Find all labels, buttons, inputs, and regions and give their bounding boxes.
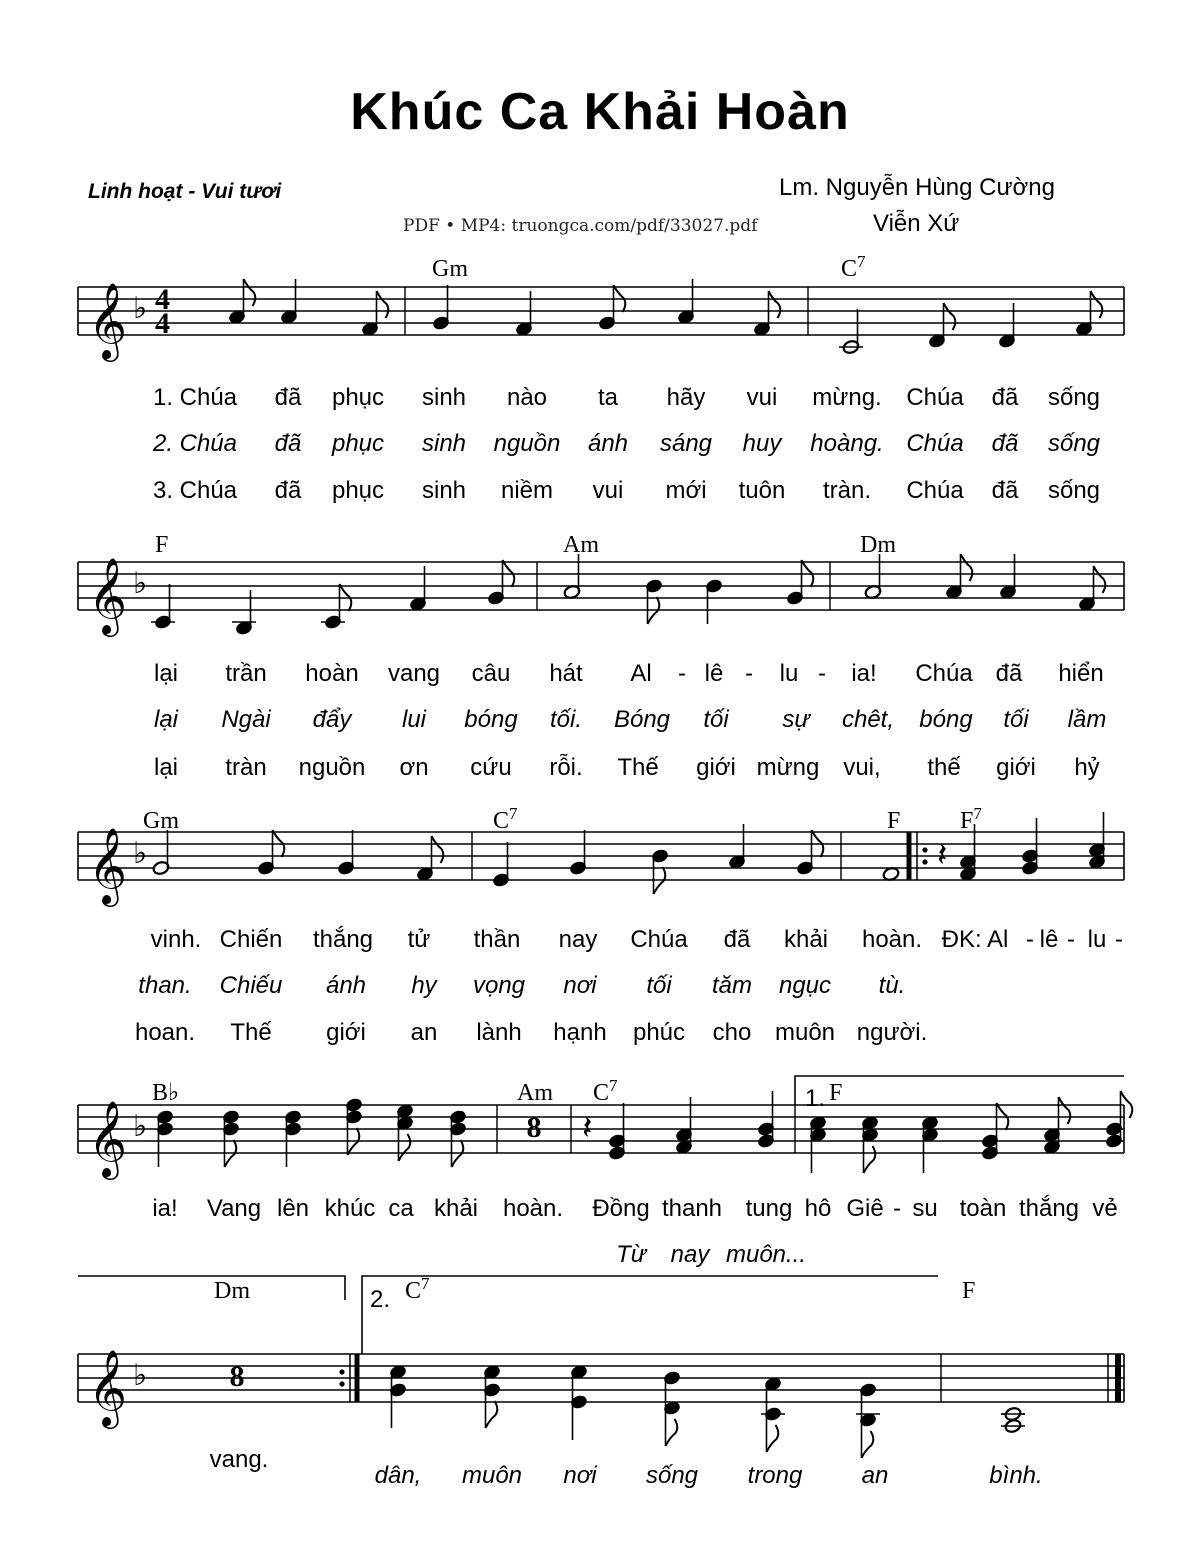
lyric-syllable: muôn...	[725, 1241, 807, 1268]
lyric-syllable: Chúa	[906, 477, 964, 504]
lyric-syllable: lê	[704, 660, 724, 687]
lyric-syllable: niềm	[500, 477, 554, 504]
chord-symbol: F	[155, 532, 169, 558]
lyric-syllable: nơi	[563, 972, 597, 999]
lyric-syllable: rỗi.	[549, 754, 583, 781]
lyric-syllable: vui	[746, 384, 778, 411]
first-ending-number: 1.	[805, 1085, 826, 1112]
lyric-syllable: sống	[645, 1462, 699, 1489]
chord-symbol: F	[962, 1278, 976, 1304]
lyric-syllable: muôn	[461, 1462, 523, 1489]
lyric-syllable: Chúa	[630, 926, 688, 953]
lyric-syllable: Thế	[617, 754, 659, 781]
lyric-syllable: lại	[153, 660, 179, 687]
lyric-syllable: ia!	[851, 660, 877, 687]
repeat-dot	[922, 859, 927, 864]
lyric-syllable: khải	[433, 1195, 479, 1222]
multi-measure-rest-number: 8	[229, 1360, 245, 1393]
lyric-syllable: phúc	[632, 1019, 686, 1046]
quarter-rest: 𝄽	[582, 1108, 593, 1148]
lyric-syllable: phục	[331, 430, 385, 457]
song-title: Khúc Ca Khải Hoàn	[350, 83, 850, 141]
lyric-syllable: -	[1067, 926, 1075, 953]
lyric-syllable: 3. Chúa	[152, 477, 238, 504]
lyric-syllable: bóng	[464, 706, 518, 733]
note-flag	[432, 836, 444, 863]
lyric-syllable: đã	[274, 477, 302, 504]
lyric-syllable: vang	[387, 660, 441, 687]
lyric-syllable: tối	[703, 706, 729, 733]
repeat-dot	[922, 847, 927, 852]
lyric-syllable: tràn	[225, 754, 267, 781]
lyric-syllable: sống	[1047, 477, 1101, 504]
lyric-syllable: an	[410, 1019, 438, 1046]
chord-symbol: F	[829, 1080, 843, 1106]
key-signature-flat: ♭	[133, 1358, 148, 1393]
lyric-syllable: Al	[630, 660, 652, 687]
note-flag	[666, 1419, 678, 1446]
lyric-syllable: giới	[996, 754, 1036, 781]
lyric-syllable: hát	[549, 660, 583, 687]
lyric-syllable: lại	[153, 754, 179, 781]
lyric-syllable: -	[893, 1195, 901, 1222]
lyric-syllable: -	[1115, 926, 1123, 953]
note-flag	[961, 554, 973, 581]
lyric-syllable: lại	[153, 706, 179, 733]
composer-credit: Lm. Nguyễn Hùng Cường	[779, 174, 1055, 201]
lyric-syllable: thắng	[312, 926, 374, 953]
lyric-syllable: giới	[696, 754, 736, 781]
lyric-syllable: đã	[991, 430, 1019, 457]
lyric-syllable: đã	[991, 384, 1019, 411]
lyric-syllable: lê	[1039, 926, 1059, 953]
lyric-syllable: tung	[745, 1195, 793, 1222]
chord-symbol: $C^7$	[593, 1076, 618, 1106]
chord-symbol: Am	[517, 1080, 553, 1106]
lyric-syllable: -	[818, 660, 826, 687]
lyric-syllable: vui	[592, 477, 624, 504]
lyric-syllable: ơn	[399, 754, 429, 781]
lyric-syllable: lành	[476, 1019, 522, 1046]
lyric-syllable: tối	[1003, 706, 1029, 733]
lyric-syllable: tuôn	[738, 477, 786, 504]
lyric-syllable: 2. Chúa	[152, 430, 238, 457]
lyric-syllable: 1. Chúa	[152, 384, 238, 411]
lyric-syllable: sinh	[421, 384, 467, 411]
chord-symbol: Gm	[143, 808, 179, 834]
treble-clef: 𝄞	[88, 827, 128, 904]
lyric-syllable: sinh	[421, 430, 467, 457]
note-flag	[769, 291, 781, 318]
lyric-syllable: sáng	[659, 430, 713, 457]
lyric-syllable: cứu	[470, 754, 512, 781]
lyric-syllable: đã	[723, 926, 751, 953]
lyric-syllable: Ngài	[221, 706, 271, 733]
lyric-syllable: Chiến	[219, 926, 283, 953]
lyric-syllable: thanh	[661, 1195, 723, 1222]
lyric-syllable: câu	[471, 660, 511, 687]
lyric-syllable: Chúa	[906, 384, 964, 411]
note-flag	[862, 1431, 874, 1458]
lyric-syllable: hỷ	[1074, 754, 1100, 781]
lyric-syllable: thắng	[1018, 1195, 1080, 1222]
lyric-syllable: muôn	[774, 1019, 836, 1046]
note-flag	[1059, 1097, 1071, 1124]
chord-symbol: Dm	[860, 532, 896, 558]
lyric-syllable: người.	[856, 1019, 928, 1046]
lyric-syllable: lui	[401, 706, 427, 733]
lyric-syllable: bóng	[919, 706, 973, 733]
time-signature-top: 4	[155, 283, 170, 316]
lyric-syllable: sự	[782, 706, 810, 733]
lyric-syllable: vọng	[472, 972, 526, 999]
key-signature-flat: ♭	[133, 566, 148, 601]
chord-symbol: $C^7$	[493, 804, 518, 834]
lyric-syllable: hy	[411, 972, 437, 999]
lyric-syllable: ca	[388, 1195, 414, 1222]
note-flag	[944, 303, 956, 330]
chord-symbol: B♭	[152, 1080, 180, 1106]
lyric-syllable: huy	[742, 430, 782, 457]
chord-symbol: Dm	[214, 1278, 250, 1304]
lyric-syllable: chêt,	[841, 706, 895, 733]
lyric-syllable: phục	[331, 384, 385, 411]
lyric-syllable: lên	[276, 1195, 310, 1222]
lyric-syllable: tù.	[878, 972, 906, 999]
lyric-syllable: hoan.	[134, 1019, 196, 1046]
chord-symbol: $F^7$	[960, 804, 982, 834]
treble-clef: 𝄞	[88, 1349, 128, 1426]
lyric-syllable: ánh	[325, 972, 367, 999]
note-flag	[1094, 566, 1106, 593]
lyric-syllable: an	[861, 1462, 889, 1489]
lyric-syllable: ngục	[778, 972, 832, 999]
note-flag	[864, 1146, 876, 1173]
lyric-syllable: đẩy	[312, 706, 352, 733]
lyric-syllable: trong	[747, 1462, 803, 1489]
lyric-syllable: nguồn	[298, 754, 366, 781]
lyric-syllable: thế	[927, 754, 961, 781]
lyric-syllable: đã	[991, 477, 1019, 504]
time-signature-bottom: 4	[155, 307, 170, 340]
lyric-syllable: giới	[326, 1019, 366, 1046]
lyric-syllable: tử	[407, 926, 431, 953]
lyric-syllable: Vang	[206, 1195, 262, 1222]
chord-symbol: F	[887, 808, 901, 834]
treble-clef: 𝄞	[88, 1100, 128, 1177]
lyric-syllable: hạnh	[553, 1019, 607, 1046]
tempo-marking: Linh hoạt - Vui tươi	[88, 180, 282, 203]
treble-clef: 𝄞	[88, 282, 128, 359]
lyric-syllable: nguồn	[493, 430, 561, 457]
lyric-syllable: sống	[1047, 384, 1101, 411]
lyric-syllable: hoàn.	[861, 926, 923, 953]
lyric-syllable: khúc	[324, 1195, 376, 1222]
chord-symbol: Gm	[432, 256, 468, 282]
lyric-syllable: khải	[783, 926, 829, 953]
treble-clef: 𝄞	[88, 557, 128, 634]
lyric-syllable: ĐK: Al	[941, 926, 1009, 953]
lyric-syllable: vui,	[843, 754, 881, 781]
lyric-syllable: vang.	[209, 1446, 269, 1473]
source-link[interactable]: PDF • MP4: truongca.com/pdf/33027.pdf	[403, 216, 758, 236]
note-flag	[377, 291, 389, 318]
lyric-syllable: tràn.	[822, 477, 872, 504]
lyric-syllable: phục	[331, 477, 385, 504]
lyric-syllable: than.	[138, 972, 192, 999]
lyric-syllable: mừng.	[812, 384, 882, 411]
arranger-credit: Viễn Xứ	[873, 210, 960, 237]
key-signature-flat: ♭	[133, 1109, 148, 1144]
lyric-syllable: nào	[506, 384, 548, 411]
lyric-syllable: tăm	[711, 972, 753, 999]
key-signature-flat: ♭	[133, 836, 148, 871]
second-ending-number: 2.	[370, 1286, 391, 1313]
note-flag	[1091, 291, 1103, 318]
lyric-syllable: Đồng	[592, 1195, 650, 1222]
lyric-syllable: tối	[646, 972, 672, 999]
lyric-syllable: thần	[473, 926, 521, 953]
lyric-syllable: hoàn	[305, 660, 359, 687]
note-flag	[486, 1401, 498, 1428]
chord-symbol: $C^7$	[841, 252, 866, 282]
lyric-syllable: -	[1026, 926, 1034, 953]
repeat-dot	[339, 1381, 344, 1386]
lyric-syllable: lu	[1087, 926, 1107, 953]
lyric-syllable: tối.	[549, 706, 583, 733]
chord-symbol: $C^7$	[405, 1274, 430, 1304]
lyric-syllable: Chúa	[915, 660, 973, 687]
lyric-syllable: trần	[225, 660, 267, 687]
lyric-syllable: lu	[779, 660, 799, 687]
lyric-syllable: vẻ	[1092, 1195, 1118, 1222]
key-signature-flat: ♭	[133, 291, 148, 326]
lyric-syllable: ta	[597, 384, 619, 411]
lyric-syllable: bình.	[989, 1462, 1043, 1489]
note-flag	[244, 279, 256, 306]
lyric-syllable: toàn	[959, 1195, 1007, 1222]
quarter-rest: 𝄽	[937, 835, 948, 875]
lyric-syllable: Chúa	[906, 430, 964, 457]
multi-measure-rest-number: 8	[526, 1111, 542, 1144]
lyric-syllable: nơi	[563, 1462, 597, 1489]
lyric-syllable: Chiếu	[219, 972, 283, 999]
lyric-syllable: dân,	[374, 1462, 422, 1489]
lyric-syllable: Giê	[846, 1195, 884, 1222]
lyric-syllable: -	[678, 660, 686, 687]
lyric-syllable: vinh.	[150, 926, 202, 953]
lyric-syllable: đã	[274, 430, 302, 457]
lyric-syllable: nay	[670, 1241, 710, 1268]
second-ending-bracket	[362, 1276, 938, 1354]
lyric-syllable: Thế	[230, 1019, 272, 1046]
chord-symbol: Am	[563, 532, 599, 558]
lyric-syllable: mới	[665, 477, 707, 504]
lyric-syllable: Từ	[616, 1241, 646, 1268]
lyric-syllable: hiển	[1058, 660, 1104, 687]
lyric-syllable: sống	[1047, 430, 1101, 457]
lyric-syllable: ia!	[152, 1195, 178, 1222]
first-ending-bracket	[795, 1076, 1124, 1105]
lyric-syllable: hoàng.	[810, 430, 884, 457]
lyric-syllable: hoàn.	[502, 1195, 564, 1222]
lyric-syllable: cho	[712, 1019, 752, 1046]
lyric-syllable: đã	[274, 384, 302, 411]
repeat-dot	[339, 1369, 344, 1374]
lyric-syllable: lầm	[1067, 706, 1107, 733]
lyric-syllable: hãy	[666, 384, 706, 411]
lyric-syllable: ánh	[587, 430, 629, 457]
lyric-syllable: mừng	[756, 754, 820, 781]
lyric-syllable: hô	[804, 1195, 832, 1222]
lyric-syllable: Bóng	[613, 706, 671, 733]
lyric-syllable: sinh	[421, 477, 467, 504]
lyric-syllable: su	[912, 1195, 938, 1222]
first-ending-bracket-continued	[78, 1276, 345, 1300]
note-flag	[399, 1134, 411, 1161]
note-flag	[767, 1425, 779, 1452]
lyric-syllable: -	[745, 660, 753, 687]
lyric-syllable: đã	[995, 660, 1023, 687]
lyric-syllable: nay	[558, 926, 598, 953]
